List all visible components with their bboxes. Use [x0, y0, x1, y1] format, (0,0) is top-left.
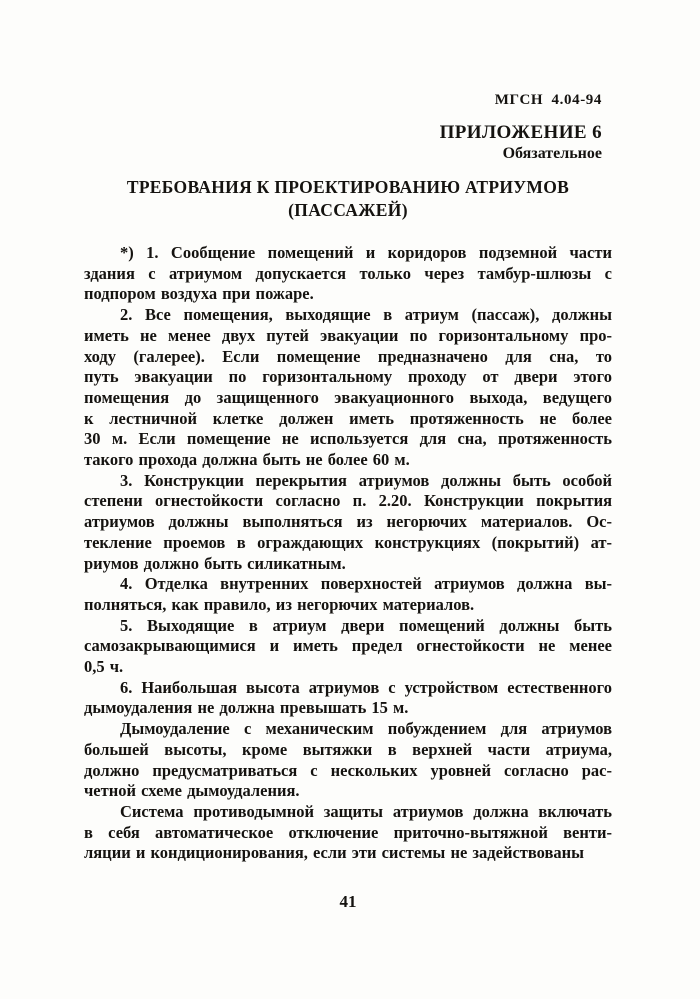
text-line: помещения до защищенного эвакуационного выхода, ведущего: [84, 387, 612, 407]
paragraph: [84, 678, 612, 719]
text-line: 5. Выходящие в атриум двери помещений должны быть: [120, 615, 612, 635]
text-line: самозакрывающимися и иметь предел огнестойкости не менее: [84, 636, 612, 656]
text-line: дымоудаления не должна превышать 15 м.: [84, 698, 409, 718]
text-line: риумов должно быть силикатным.: [84, 553, 346, 573]
text-line: полняться, как правило, из негорючих материалов.: [84, 594, 475, 614]
text-line: *) 1. Сообщение помещений и коридоров подземной части: [120, 243, 612, 262]
document-title: [84, 176, 612, 222]
text-line: 0,5 ч.: [84, 657, 124, 677]
paragraph: [84, 305, 612, 471]
text-line: 30 м. Если помещение не используется для сна, протяженность: [84, 429, 612, 449]
body-text: [84, 243, 612, 864]
page-number: 41: [339, 892, 357, 911]
text-line: иметь не менее двух путей эвакуации по горизонтальному про-: [84, 325, 612, 345]
text-line: 6. Наибольшая высота атриумов с устройством естественного: [120, 677, 612, 697]
text-line: атриумов должны выполняться из негорючих материалов. Ос-: [84, 512, 612, 532]
text-line: текление проемов в ограждающих конструкциях (покрытий) ат-: [84, 532, 612, 552]
text-line: 4. Отделка внутренних поверхностей атриумов должна вы-: [120, 574, 612, 594]
text-line: в себя автоматическое отключение приточно-вытяжной венти-: [84, 822, 612, 842]
text-line: к лестничной клетке должен иметь протяженность не более: [84, 408, 612, 428]
text-line: такого прохода должна быть не более 60 м.: [84, 450, 410, 470]
appendix-type: Обязательное: [502, 145, 602, 162]
text-line: четной схеме дымоудаления.: [84, 781, 300, 801]
document-title-line1: ТРЕБОВАНИЯ К ПРОЕКТИРОВАНИЮ АТРИУМОВ: [126, 177, 570, 197]
page-header: [440, 92, 602, 163]
text-line: здания с атриумом допускается только через тамбур-шлюзы с: [84, 263, 612, 283]
paragraph: [84, 243, 612, 305]
document-title-line2: (ПАССАЖЕЙ): [288, 200, 408, 220]
appendix-label: ПРИЛОЖЕНИЕ 6: [439, 122, 602, 143]
text-line: степени огнестойкости согласно п. 2.20. Конструкции покрытия: [84, 491, 612, 511]
text-line: Система противодымной защиты атриумов должна включать: [120, 801, 612, 821]
text-line: подпором воздуха при пожаре.: [84, 284, 314, 304]
text-line: путь эвакуации по горизонтальному проходу от двери этого: [84, 367, 612, 387]
text-line: Дымоудаление с механическим побуждением для атриумов: [120, 719, 612, 739]
text-line: 2. Все помещения, выходящие в атриум (пассаж), должны: [120, 305, 612, 325]
text-line: большей высоты, кроме вытяжки в верхней части атриума,: [84, 739, 612, 759]
document-code: МГСН 4.04-94: [494, 92, 602, 108]
paragraph: [84, 574, 612, 615]
text-line: должно предусматриваться с нескольких уровней согласно рас-: [84, 760, 612, 780]
paragraph: [84, 616, 612, 678]
paragraph: [84, 719, 612, 802]
text-line: ляции и кондиционирования, если эти системы не задействованы: [84, 843, 585, 863]
paragraph: [84, 471, 612, 575]
text-line: ходу (галерее). Если помещение предназначено для сна, то: [84, 346, 612, 366]
text-line: 3. Конструкции перекрытия атриумов должны быть особой: [120, 470, 612, 490]
paragraph: [84, 802, 612, 864]
